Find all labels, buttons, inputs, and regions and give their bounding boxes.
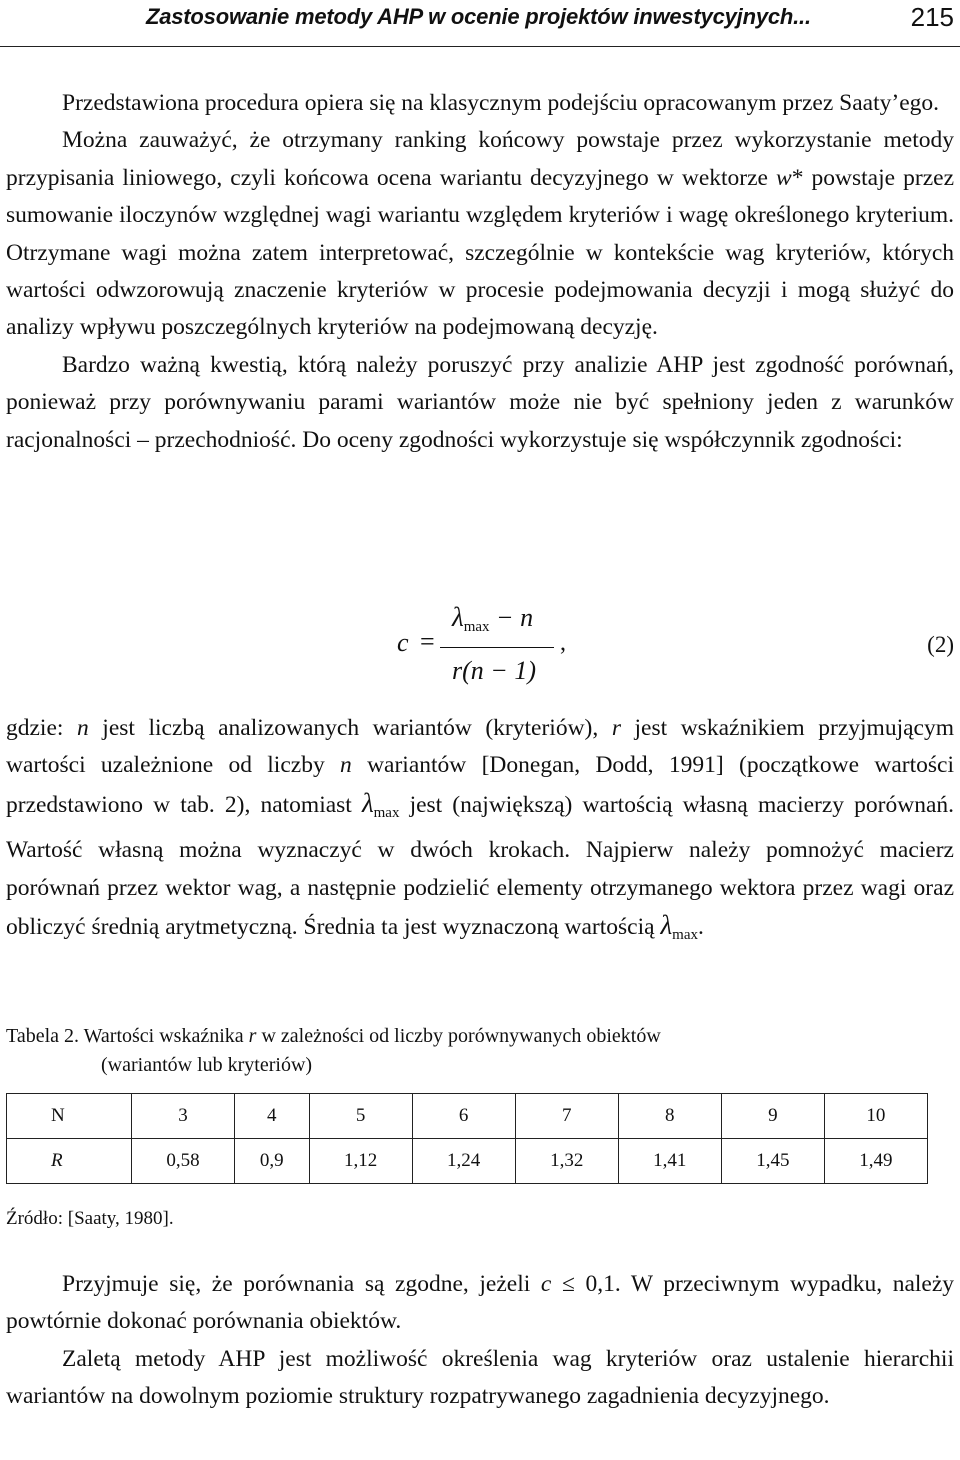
table-cell: 1,12 bbox=[309, 1139, 412, 1184]
table-row bbox=[7, 1094, 928, 1139]
table-cell: 7 bbox=[515, 1094, 618, 1139]
table-cell: 4 bbox=[235, 1094, 309, 1139]
table-cell: 10 bbox=[824, 1094, 927, 1139]
table-cell: 1,24 bbox=[412, 1139, 515, 1184]
var-r: r bbox=[611, 715, 621, 741]
running-head bbox=[0, 0, 960, 47]
table-cell: 0,9 bbox=[235, 1139, 309, 1184]
text-span: gdzie: bbox=[6, 715, 77, 741]
numerator-rest: − n bbox=[489, 603, 534, 632]
body-text-lower bbox=[6, 1266, 954, 1416]
var-n: n bbox=[340, 752, 352, 779]
page-number: 215 bbox=[910, 2, 954, 32]
caption-line-2: (wariantów lub kryteriów) bbox=[101, 1054, 313, 1076]
table-cell: 8 bbox=[618, 1094, 721, 1139]
index-table bbox=[6, 1093, 928, 1184]
table-cell: 3 bbox=[132, 1094, 235, 1139]
caption-text: Wartości wskaźnika bbox=[79, 1025, 249, 1047]
table-cell: 1,45 bbox=[721, 1139, 824, 1184]
body-text-middle bbox=[6, 710, 954, 954]
paragraph-ranking bbox=[6, 122, 954, 346]
running-head-title: Zastosowanie metody AHP w ocenie projektów inwestycyjnych... bbox=[146, 4, 811, 29]
equation-numerator bbox=[452, 602, 533, 636]
paragraph-threshold bbox=[6, 1266, 954, 1341]
text-span: * powstaje przez sumowanie iloczynów względnej wagi wariantu względem kryteriów i wagę określonego kryterium. Otrzymane wagi można zatem interpretować, szczególnie w kontekście wag kryteriów, których wartości odwzorowują znaczenie kryteriów w procesie podejmowania decyzji i mogą służyć do analizy wpływu poszczególnych kryteriów na podejmowaną decyzję. bbox=[6, 164, 955, 341]
text-span: . W przeciwnym wypadku, należy powtórnie dokonać porównania obiektów. bbox=[6, 1271, 955, 1335]
table-cell: 1,41 bbox=[618, 1139, 721, 1184]
text-span: jest (największą) wartością własną macierzy porównań. Wartość własną można wyznaczyć w dwóch krokach. Najpierw należy pomnożyć macierz porównań przez wektor wag, a następnie podzielić elementy otrzymanego wektora przez wagi oraz obliczyć średnią arytmetyczną. Średnia ta jest wyznaczoną wartością bbox=[6, 791, 955, 941]
table-cell: 1,49 bbox=[824, 1139, 927, 1184]
equation-comma: , bbox=[560, 630, 566, 656]
caption-label: Tabela 2. bbox=[6, 1025, 80, 1047]
table-row bbox=[7, 1139, 928, 1184]
equation-2 bbox=[0, 600, 960, 700]
fraction-bar bbox=[440, 647, 554, 648]
text-span: Można zauważyć, że otrzymany ranking końcowy powstaje przez wykorzystanie metody przypisania liniowego, czyli końcowa ocena wariantu decyzyjnego w wektorze bbox=[6, 127, 954, 191]
equation-number: (2) bbox=[927, 632, 954, 657]
lambda-symbol: λ bbox=[660, 910, 673, 941]
equation-lhs: c bbox=[397, 628, 409, 657]
var-n: n bbox=[76, 715, 89, 741]
table-row-header: R bbox=[7, 1139, 132, 1184]
caption-text: w zależności od liczby porównywanych obiektów bbox=[256, 1025, 661, 1047]
text-span: wariantów [Donegan, Dodd, 1991] (początkowe wartości przedstawiono w tab. 2), natomiast bbox=[6, 752, 954, 818]
text-span: jest wskaźnikiem przyjmującym wartości uzależnione od liczby bbox=[6, 715, 954, 779]
table-cell: 6 bbox=[412, 1094, 515, 1139]
equation-denominator: r(n − 1) bbox=[452, 656, 536, 685]
table-cell: 9 bbox=[721, 1094, 824, 1139]
table-cell: 0,58 bbox=[132, 1139, 235, 1184]
lambda-subscript: max bbox=[463, 619, 490, 635]
table-row-header: N bbox=[7, 1094, 132, 1139]
lambda-symbol: λ bbox=[361, 787, 374, 818]
text-span: jest liczbą analizowanych wariantów (kryteriów), bbox=[88, 715, 612, 741]
table-caption bbox=[6, 1022, 906, 1080]
var-c: c bbox=[540, 1271, 552, 1297]
text-span: . bbox=[697, 914, 704, 941]
condition: ≤ 0,1 bbox=[551, 1271, 615, 1297]
equation-equals: = bbox=[420, 627, 435, 656]
lambda-subscript: max bbox=[373, 804, 400, 821]
lambda-subscript: max bbox=[672, 927, 698, 944]
paragraph-saaty: Przedstawiona procedura opiera się na klasycznym podejściu opracowanym przez Saaty’ego. bbox=[62, 90, 939, 116]
paragraph-where bbox=[6, 710, 954, 954]
lambda-symbol: λ bbox=[452, 602, 464, 632]
table-source: Źródło: [Saaty, 1980]. bbox=[6, 1208, 174, 1229]
caption-var-r: r bbox=[248, 1025, 257, 1047]
paragraph-consistency: Bardzo ważną kwestią, którą należy poruszyć przy analizie AHP jest zgodność porównań, ponieważ przy porównywaniu parami wariantów może nie być spełniony jeden z warunków racjonalności – przechodniość. Do oceny zgodności wykorzystuje się współczynnik zgodności: bbox=[6, 351, 954, 453]
body-text-upper bbox=[6, 85, 954, 459]
text-span: Przyjmuje się, że porównania są zgodne, jeżeli bbox=[62, 1271, 541, 1297]
table-cell: 5 bbox=[309, 1094, 412, 1139]
vector-w: w bbox=[776, 164, 792, 191]
paragraph-advantage: Zaletą metody AHP jest możliwość określenia wag kryteriów oraz ustalenie hierarchii wariantów na dowolnym poziomie struktury rozpatrywanego zagadnienia decyzyjnego. bbox=[6, 1345, 954, 1410]
table-cell: 1,32 bbox=[515, 1139, 618, 1184]
